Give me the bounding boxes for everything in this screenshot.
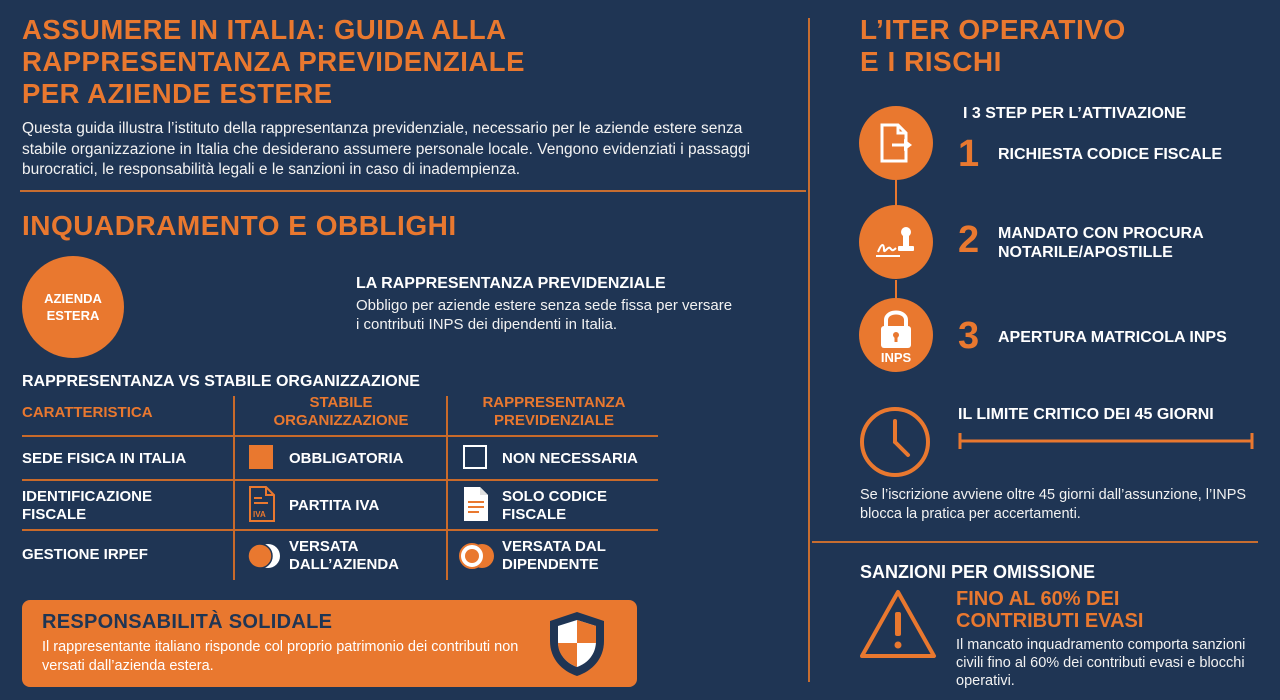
iva-label: IVA bbox=[253, 510, 266, 519]
page-title-line3: PER AZIENDE ESTERE bbox=[22, 78, 333, 109]
responsabilita-solidale-box bbox=[22, 600, 637, 687]
step-number: 2 bbox=[958, 219, 980, 261]
clock-icon bbox=[858, 405, 932, 484]
step-connector bbox=[895, 280, 897, 300]
header-col3-line1: RAPPRESENTANZA bbox=[482, 394, 626, 411]
header-col3-line2: PREVIDENZIALE bbox=[493, 412, 614, 429]
padlock-icon bbox=[859, 298, 933, 372]
table-column-divider bbox=[233, 396, 235, 580]
step-text: APERTURA MATRICOLA INPS bbox=[998, 329, 1227, 346]
step-text-line2: NOTARILE/APOSTILLE bbox=[998, 244, 1173, 261]
badge-line1: AZIENDA bbox=[44, 291, 102, 306]
badge-line2: ESTERA bbox=[46, 308, 100, 323]
step-text: RICHIESTA CODICE FISCALE bbox=[998, 146, 1223, 163]
warning-icon bbox=[858, 588, 938, 665]
so-value bbox=[289, 538, 399, 574]
step-text-line1: MANDATO CON PROCURA bbox=[998, 225, 1204, 242]
header-rappresentanza-previdenziale bbox=[448, 394, 660, 430]
step-text bbox=[998, 224, 1258, 262]
header-col2-line1: STABILE bbox=[309, 394, 373, 411]
row-label bbox=[22, 488, 152, 524]
limit-title: IL LIMITE CRITICO DEI 45 GIORNI bbox=[958, 406, 1214, 423]
intro-paragraph: Questa guida illustra l’istituto della rappresentanza previdenziale, necessario per le aziende estere senza stabile organizzazione in Italia che desiderano assumere personale locale. Vengono evidenziati i passaggi burocratici, le responsabilità legali e le sanzioni in caso di inadempienza. bbox=[22, 120, 751, 178]
table-column-divider bbox=[446, 396, 448, 580]
so-value: OBBLIGATORIA bbox=[289, 450, 404, 467]
table-row-divider bbox=[22, 479, 658, 481]
step-connector bbox=[895, 180, 897, 206]
sanzioni-text: Il mancato inquadramento comporta sanzioni civili fino al 60% dei contributi evasi e blocchi operativi. bbox=[956, 637, 1246, 689]
header-col2-line2: ORGANIZZAZIONE bbox=[273, 412, 409, 429]
signature-stamp-icon bbox=[859, 205, 933, 279]
iter-title-line2: E I RISCHI bbox=[860, 46, 1002, 77]
iter-title bbox=[860, 14, 1126, 78]
sanzioni-title: SANZIONI PER OMISSIONE bbox=[860, 562, 1096, 582]
rp-value-line2: FISCALE bbox=[502, 506, 567, 523]
coins-icon bbox=[246, 542, 282, 575]
rp-value bbox=[502, 538, 606, 574]
so-value-line1: VERSATA bbox=[289, 538, 359, 555]
shield-icon bbox=[546, 609, 608, 684]
responsabilita-title: RESPONSABILITÀ SOLIDALE bbox=[42, 611, 333, 633]
page-title bbox=[22, 14, 742, 110]
table-row-divider bbox=[22, 529, 658, 531]
page-title-line2: RAPPRESENTANZA PREVIDENZIALE bbox=[22, 46, 525, 77]
rp-value-line1: SOLO CODICE bbox=[502, 488, 608, 505]
page-title-line1: ASSUMERE IN ITALIA: GUIDA ALLA bbox=[22, 14, 507, 45]
steps-title: I 3 STEP PER L’ATTIVAZIONE bbox=[963, 105, 1187, 122]
step-number: 3 bbox=[958, 315, 980, 357]
section-title-inquadramento: INQUADRAMENTO E OBBLIGHI bbox=[22, 210, 457, 241]
right-horizontal-divider bbox=[812, 541, 1258, 543]
iter-title-line1: L’ITER OPERATIVO bbox=[860, 14, 1126, 45]
coins-icon bbox=[458, 542, 496, 575]
empty-square-icon bbox=[462, 444, 488, 475]
inps-label: INPS bbox=[880, 350, 912, 364]
comparison-title: RAPPRESENTANZA VS STABILE ORGANIZZAZIONE bbox=[22, 373, 420, 390]
document-icon bbox=[462, 486, 490, 527]
rp-value-line2: DIPENDENTE bbox=[502, 556, 599, 573]
step-number: 1 bbox=[958, 133, 980, 175]
definition-title: LA RAPPRESENTANZA PREVIDENZIALE bbox=[356, 275, 666, 292]
vertical-divider bbox=[808, 18, 810, 682]
rp-value: NON NECESSARIA bbox=[502, 450, 638, 467]
header-caratteristica: CARATTERISTICA bbox=[22, 404, 153, 421]
left-horizontal-divider bbox=[20, 190, 806, 192]
sanzioni-headline bbox=[956, 588, 1216, 632]
header-stabile-organizzazione bbox=[236, 394, 446, 430]
row-label-line2: FISCALE bbox=[22, 506, 87, 523]
sanzioni-headline-line1: FINO AL 60% DEI bbox=[956, 588, 1120, 610]
document-arrow-icon bbox=[859, 106, 933, 180]
so-value-line2: DALL’AZIENDA bbox=[289, 556, 399, 573]
azienda-estera-badge bbox=[22, 256, 124, 358]
so-value: PARTITA IVA bbox=[289, 497, 380, 514]
row-label: GESTIONE IRPEF bbox=[22, 546, 148, 563]
responsabilita-text: Il rappresentante italiano risponde col proprio patrimonio dei contributi non versati dall’azienda estera. bbox=[42, 639, 519, 674]
timeline-bar bbox=[958, 431, 1254, 451]
filled-square-icon bbox=[248, 444, 274, 475]
row-label-line1: IDENTIFICAZIONE bbox=[22, 488, 152, 505]
row-label: SEDE FISICA IN ITALIA bbox=[22, 450, 187, 467]
rp-value bbox=[502, 488, 607, 524]
rp-value-line1: VERSATA DAL bbox=[502, 538, 606, 555]
sanzioni-headline-line2: CONTRIBUTI EVASI bbox=[956, 610, 1144, 632]
limit-text: Se l’iscrizione avviene oltre 45 giorni dall’assunzione, l’INPS blocca la pratica per accertamenti. bbox=[860, 487, 1247, 522]
table-row-divider bbox=[22, 435, 658, 437]
iva-document-icon bbox=[248, 486, 276, 527]
definition-text: Obbligo per aziende estere senza sede fissa per versare i contributi INPS dei dipendenti in Italia. bbox=[356, 297, 733, 333]
